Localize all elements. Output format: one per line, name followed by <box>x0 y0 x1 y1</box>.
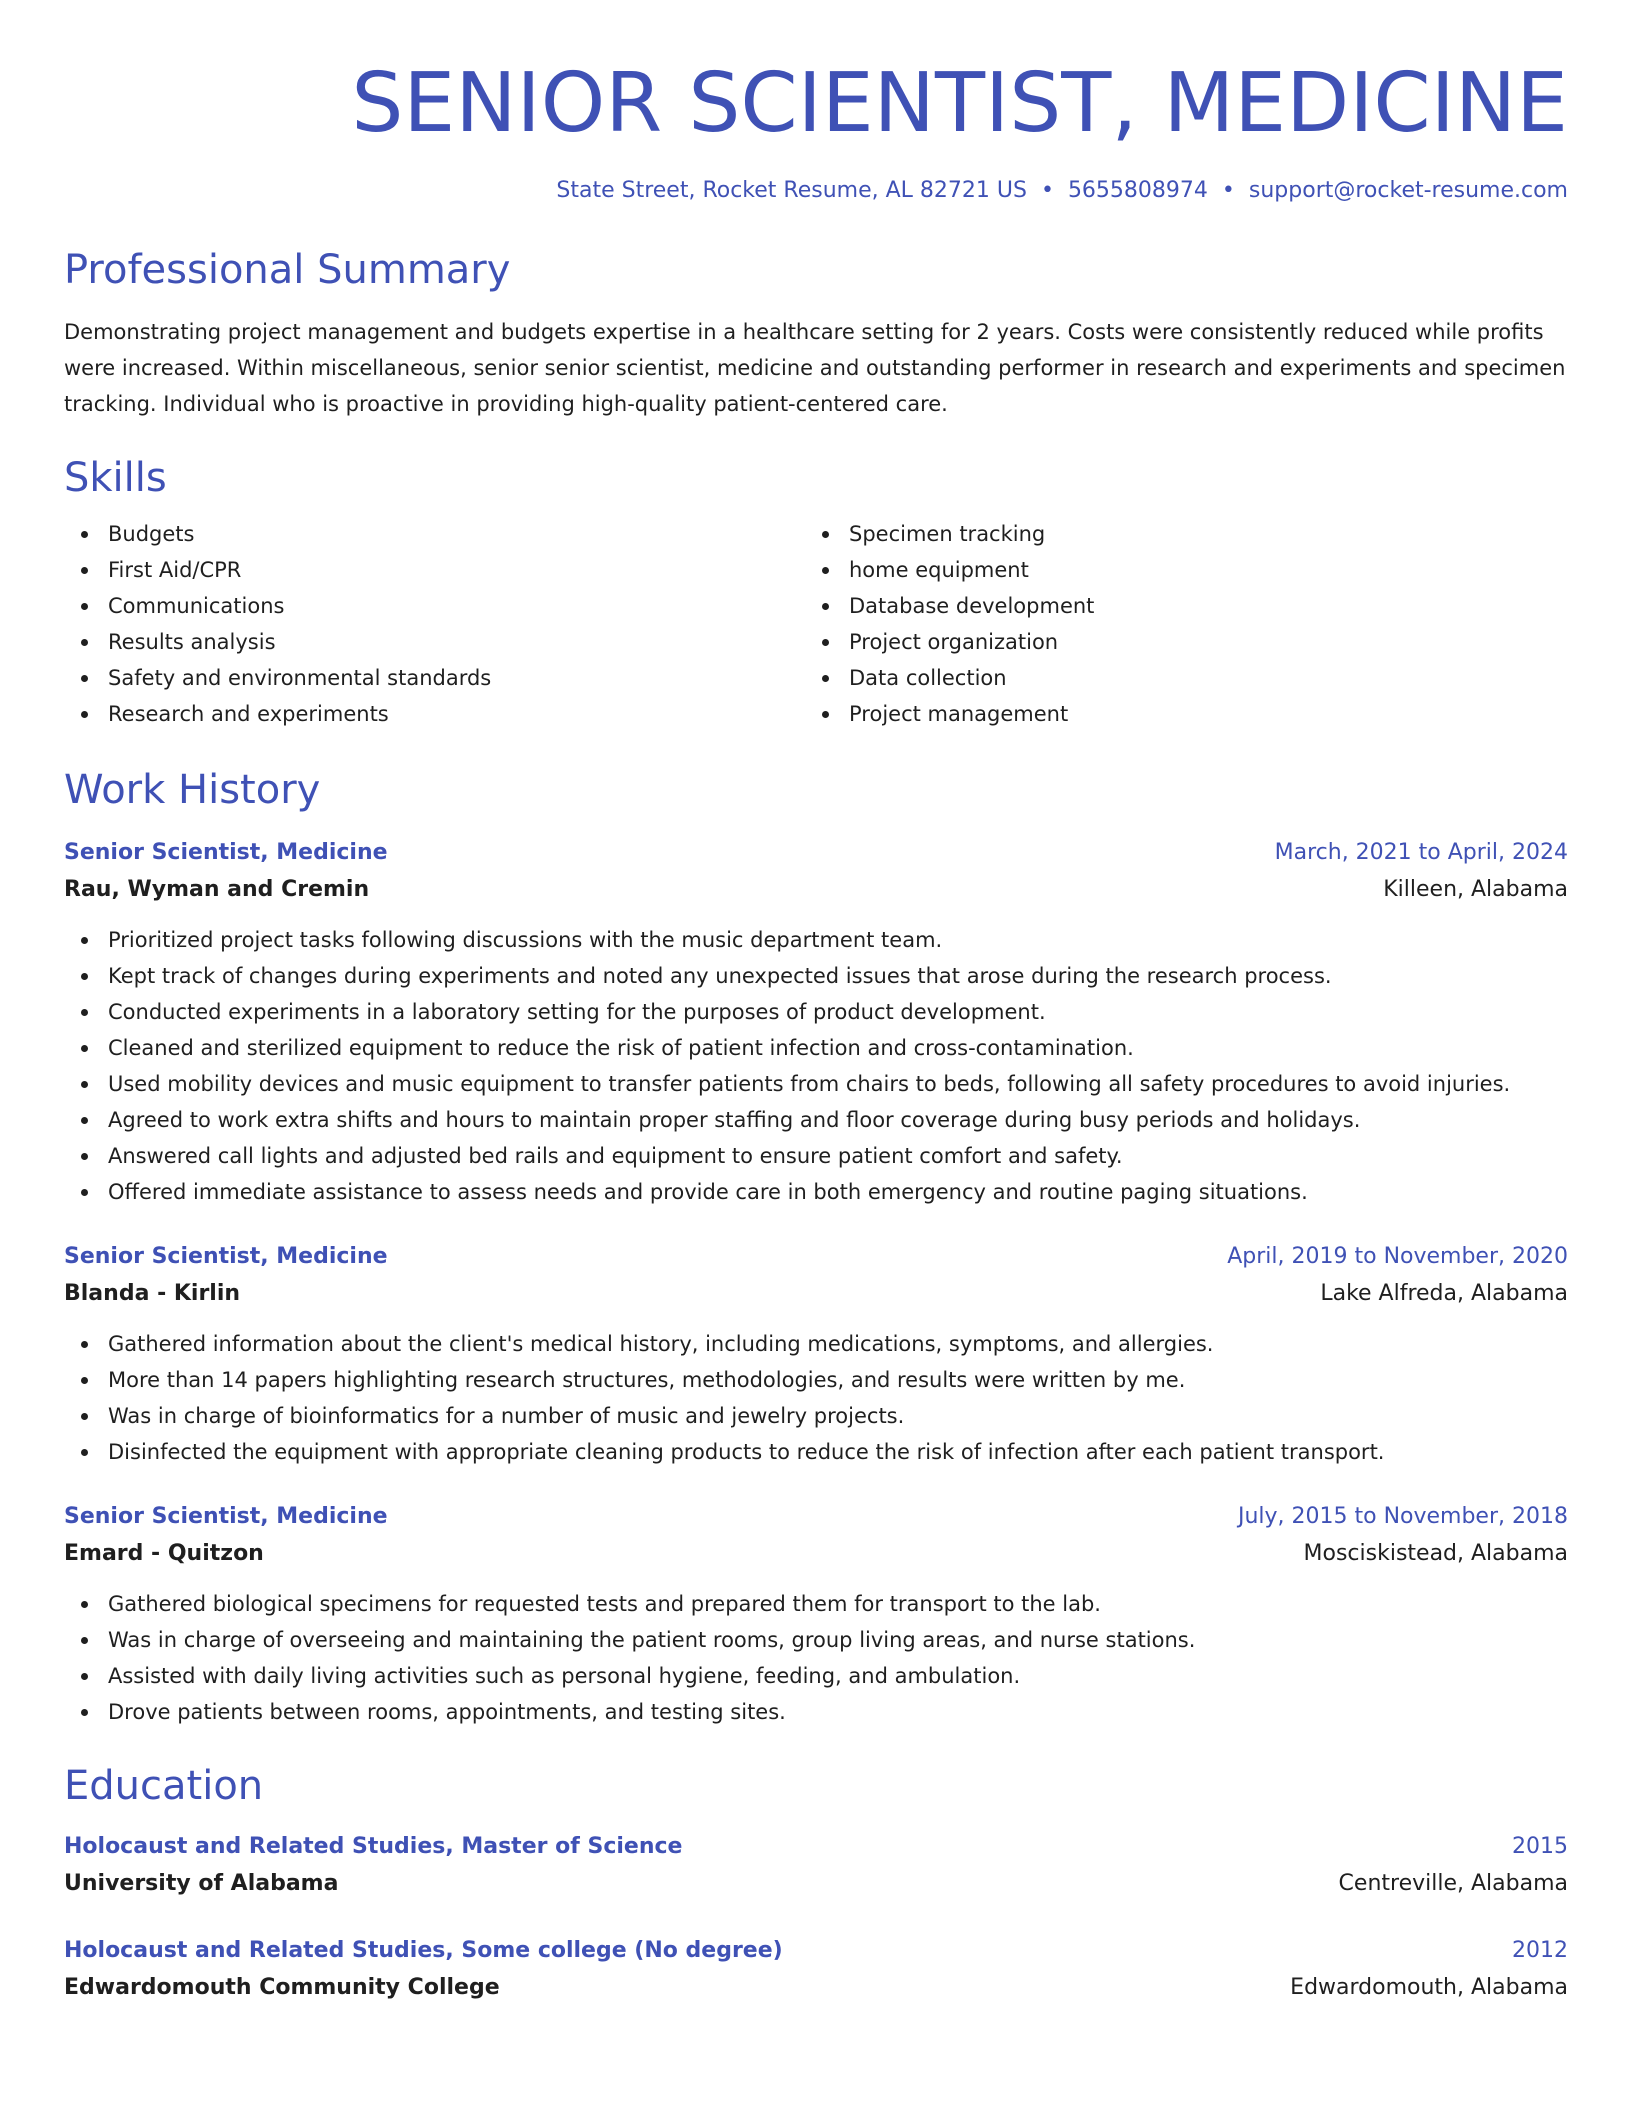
job-title-row <box>64 836 1568 870</box>
job-bullets <box>64 922 1568 1210</box>
education-year: 2012 <box>1512 1938 1568 1963</box>
education-year: 2015 <box>1512 1834 1568 1859</box>
education-school: University of Alabama <box>64 1871 339 1896</box>
summary-text: Demonstrating project management and budgets expertise in a healthcare setting for 2 years. Costs were consistently reduced while profits were increased. Within miscellaneous, senior senior scientist, medicine and outstanding performer in research and experiments and specimen tracking. Individual who is proactive in providing high-quality patient-centered care. <box>64 320 1566 416</box>
job-location: Lake Alfreda, Alabama <box>1320 1281 1568 1306</box>
job-location: Mosciskistead, Alabama <box>1303 1541 1568 1566</box>
job-bullet: Agreed to work extra shifts and hours to maintain proper staffing and floor coverage during busy periods and holidays. <box>64 1102 1568 1138</box>
education-school-row <box>64 1864 1568 1904</box>
skills-column-left <box>64 516 805 732</box>
job-entry <box>64 836 1568 1210</box>
job-entry <box>64 1500 1568 1730</box>
education-degree: Holocaust and Related Studies, Some college (No degree) <box>64 1938 783 1963</box>
job-bullet: Kept track of changes during experiments and noted any unexpected issues that arose during the research process. <box>64 958 1568 994</box>
skill-item: home equipment <box>805 552 1546 588</box>
skill-item: Communications <box>64 588 805 624</box>
job-employer-row <box>64 870 1568 910</box>
education-location: Edwardomouth, Alabama <box>1290 1975 1568 2000</box>
skills-columns <box>64 516 1568 732</box>
section-title-summary: Professional Summary <box>64 247 511 293</box>
skills-column-right <box>805 516 1546 732</box>
job-bullet: Disinfected the equipment with appropriate cleaning products to reduce the risk of infection after each patient transport. <box>64 1434 1568 1470</box>
job-bullet: Was in charge of bioinformatics for a number of music and jewelry projects. <box>64 1398 1568 1434</box>
education-section <box>64 1760 1568 2008</box>
job-bullet: Gathered biological specimens for requested tests and prepared them for transport to the lab. <box>64 1586 1568 1622</box>
skill-item: First Aid/CPR <box>64 552 805 588</box>
education-entry <box>64 1830 1568 1904</box>
resume-header <box>64 0 1568 206</box>
contact-line <box>64 176 1568 206</box>
job-bullet: Prioritized project tasks following discussions with the music department team. <box>64 922 1568 958</box>
contact-email[interactable]: support@rocket-resume.com <box>1248 178 1568 203</box>
education-location: Centreville, Alabama <box>1338 1871 1568 1896</box>
job-title-row <box>64 1500 1568 1534</box>
job-title-row <box>64 1240 1568 1274</box>
education-entry <box>64 1934 1568 2008</box>
contact-phone[interactable]: 5655808974 <box>1067 178 1208 203</box>
job-bullet: Cleaned and sterilized equipment to reduce the risk of patient infection and cross-contamination. <box>64 1030 1568 1066</box>
job-dates: July, 2015 to November, 2018 <box>1237 1504 1568 1529</box>
job-title: Senior Scientist, Medicine <box>64 840 388 865</box>
job-employer-row <box>64 1534 1568 1574</box>
job-location: Killeen, Alabama <box>1383 877 1568 902</box>
job-employer: Emard - Quitzon <box>64 1541 264 1566</box>
work-history-section <box>64 764 1568 1730</box>
job-bullet: Conducted experiments in a laboratory setting for the purposes of product development. <box>64 994 1568 1030</box>
section-title-education: Education <box>64 1763 264 1809</box>
skill-item: Results analysis <box>64 624 805 660</box>
section-title-work-history: Work History <box>64 767 321 813</box>
job-dates: April, 2019 to November, 2020 <box>1227 1244 1568 1269</box>
contact-separator: • <box>1040 178 1054 203</box>
job-bullets <box>64 1586 1568 1730</box>
job-bullet: Offered immediate assistance to assess needs and provide care in both emergency and routine paging situations. <box>64 1174 1568 1210</box>
job-dates: March, 2021 to April, 2024 <box>1274 840 1568 865</box>
job-bullet: Drove patients between rooms, appointments, and testing sites. <box>64 1694 1568 1730</box>
job-bullet: Answered call lights and adjusted bed rails and equipment to ensure patient comfort and safety. <box>64 1138 1568 1174</box>
candidate-title: SENIOR SCIENTIST, MEDICINE <box>351 56 1568 151</box>
skill-item: Project organization <box>805 624 1546 660</box>
job-bullet: Assisted with daily living activities such as personal hygiene, feeding, and ambulation. <box>64 1658 1568 1694</box>
job-employer-row <box>64 1274 1568 1314</box>
job-employer: Rau, Wyman and Cremin <box>64 877 370 902</box>
education-degree: Holocaust and Related Studies, Master of Science <box>64 1834 683 1859</box>
skill-item: Budgets <box>64 516 805 552</box>
job-title: Senior Scientist, Medicine <box>64 1244 388 1269</box>
education-school: Edwardomouth Community College <box>64 1975 500 2000</box>
job-bullet: Used mobility devices and music equipment to transfer patients from chairs to beds, following all safety procedures to avoid injuries. <box>64 1066 1568 1102</box>
contact-separator: • <box>1221 178 1235 203</box>
contact-address: State Street, Rocket Resume, AL 82721 US <box>556 178 1027 203</box>
skill-item: Research and experiments <box>64 696 805 732</box>
skill-item: Project management <box>805 696 1546 732</box>
job-bullet: More than 14 papers highlighting research structures, methodologies, and results were written by me. <box>64 1362 1568 1398</box>
job-bullets <box>64 1326 1568 1470</box>
education-degree-row <box>64 1830 1568 1864</box>
education-school-row <box>64 1968 1568 2008</box>
job-title: Senior Scientist, Medicine <box>64 1504 388 1529</box>
job-entry <box>64 1240 1568 1470</box>
job-bullet: Gathered information about the client's medical history, including medications, symptoms, and allergies. <box>64 1326 1568 1362</box>
skill-item: Safety and environmental standards <box>64 660 805 696</box>
section-title-skills: Skills <box>64 455 167 501</box>
skill-item: Data collection <box>805 660 1546 696</box>
job-bullet: Was in charge of overseeing and maintaining the patient rooms, group living areas, and nurse stations. <box>64 1622 1568 1658</box>
skill-item: Specimen tracking <box>805 516 1546 552</box>
education-degree-row <box>64 1934 1568 1968</box>
summary-section <box>64 244 1568 422</box>
skill-item: Database development <box>805 588 1546 624</box>
skills-section <box>64 452 1568 732</box>
job-employer: Blanda - Kirlin <box>64 1281 241 1306</box>
